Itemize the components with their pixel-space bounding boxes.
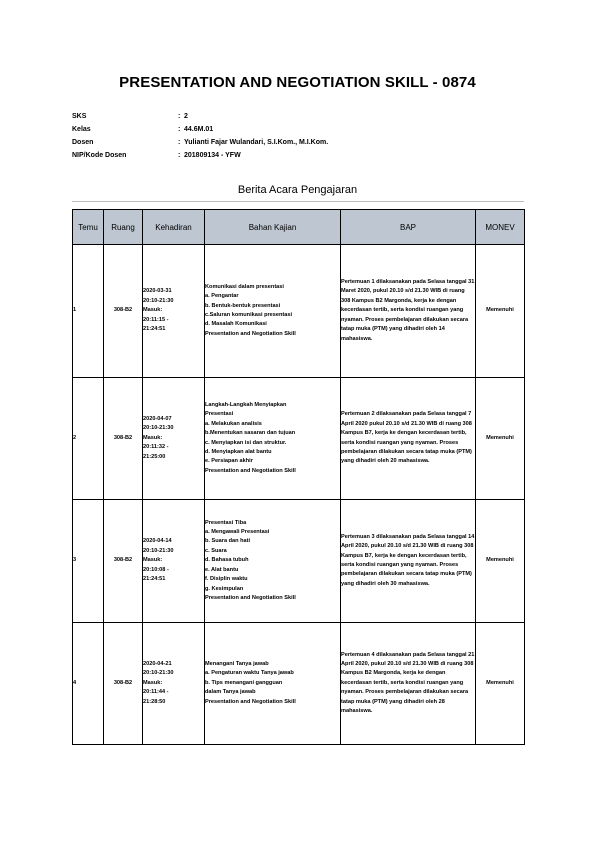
bahan-line: b.Menentukan sasaran dan tujuan xyxy=(205,430,296,437)
info-value: 201809134 - YFW xyxy=(184,152,241,159)
kehadiran-line: 20:11:15 - xyxy=(143,316,169,323)
bahan-line: Komunikasi dalam presentasi xyxy=(205,283,284,290)
kehadiran-line: 21:24:51 xyxy=(143,576,166,583)
kehadiran-line: 20:10:08 - xyxy=(143,566,169,573)
cell-bahan-kajian xyxy=(205,378,341,500)
kehadiran-line: Masuk: xyxy=(143,557,163,564)
course-info xyxy=(72,110,328,162)
cell-bahan-kajian xyxy=(205,500,341,623)
kehadiran-line: 20:10-21:30 xyxy=(143,425,174,432)
cell-kehadiran xyxy=(143,245,205,378)
bap-text: Pertemuan 1 dilaksanakan pada Selasa tanggal 31 Maret 2020, pukul 20.10 s/d 21.30 WIB di ruang 308 Kampus B2 Margonda, kerja ke dengan kecerdasan tertib, serta kondisi ruangan yang nyaman. Proses pembelajaran dilakukan secara tatap muka (PTM) yang dihadiri oleh 14 mahasiswa. xyxy=(341,279,475,342)
bap-text: Pertemuan 3 dilaksanakan pada Selasa tanggal 14 April 2020, pukul 20.10 s/d 21.30 WIB di ruang 308 Kampus B7, kerja ke dengan kecerdasan tertib, serta kondisi ruangan yang nyaman. Proses pembelajaran dilakukan secara tatap muka (PTM) yang dihadiri oleh 30 mahasiswa. xyxy=(341,533,475,587)
bahan-line: dalam Tanya jawab xyxy=(205,689,256,696)
bahan-line: d. Menyiapkan alat bantu xyxy=(205,448,272,455)
info-colon: : xyxy=(178,139,181,146)
bahan-line: Presentasi xyxy=(205,411,234,418)
info-label: SKS xyxy=(72,113,87,120)
divider xyxy=(72,201,524,202)
bahan-line: b. Tips menangani gangguan xyxy=(205,679,283,686)
bap-table xyxy=(72,209,525,745)
info-row-kelas xyxy=(72,123,328,136)
bahan-line: c. Suara xyxy=(205,547,227,554)
bahan-line: Menangani Tanya jawab xyxy=(205,660,269,667)
kehadiran-line: 2020-03-31 xyxy=(143,288,172,295)
bahan-line: d. Masalah Komunikasi xyxy=(205,321,267,328)
bahan-line: Presentation and Negotiation Skill xyxy=(205,467,296,474)
cell-temu: 3 xyxy=(73,500,104,623)
table-row xyxy=(73,500,525,623)
bahan-line: Presentation and Negotiation Skill xyxy=(205,698,296,705)
kehadiran-line: 20:11:32 - xyxy=(143,444,169,451)
cell-monev: Memenuhi xyxy=(476,623,525,745)
kehadiran-line: Masuk: xyxy=(143,434,163,441)
cell-kehadiran xyxy=(143,378,205,500)
cell-temu: 1 xyxy=(73,245,104,378)
bahan-line: g. Kesimpulan xyxy=(205,585,244,592)
cell-ruang: 308-B2 xyxy=(104,500,143,623)
bap-text: Pertemuan 4 dilaksanakan pada Selasa tanggal 21 April 2020, pukul 20.10 s/d 21.30 WIB di ruang 308 Kampus B2 Margonda, kerja ke dengan kecerdasan tertib, serta kondisi ruangan yang nyaman. Proses pembelajaran dilakukan secara tatap muka (PTM) yang dihadiri oleh 28 mahasiswa. xyxy=(341,651,475,715)
kehadiran-line: 21:24:51 xyxy=(143,326,166,333)
info-value: 2 xyxy=(184,113,188,120)
header-ruang: Ruang xyxy=(104,210,143,245)
kehadiran-line: 20:11:44 - xyxy=(143,689,169,696)
cell-monev: Memenuhi xyxy=(476,500,525,623)
section-subtitle: Berita Acara Pengajaran xyxy=(237,184,358,196)
header-bap: BAP xyxy=(341,210,476,245)
info-colon: : xyxy=(178,126,181,133)
header-kehadiran: Kehadiran xyxy=(143,210,205,245)
bahan-line: a. Pengantar xyxy=(205,293,239,300)
cell-monev: Memenuhi xyxy=(476,378,525,500)
info-label: NIP/Kode Dosen xyxy=(72,152,127,159)
info-value: 44.6M.01 xyxy=(184,126,214,133)
cell-monev: Memenuhi xyxy=(476,245,525,378)
cell-temu: 4 xyxy=(73,623,104,745)
info-row-nip xyxy=(72,149,328,162)
table-row xyxy=(73,378,525,500)
info-label: Kelas xyxy=(72,126,91,133)
bahan-line: a. Pengaturan waktu Tanya jawab xyxy=(205,670,294,677)
cell-bap xyxy=(341,245,476,378)
document-title: PRESENTATION AND NEGOTIATION SKILL - 0874 xyxy=(119,74,476,91)
cell-ruang: 308-B2 xyxy=(104,245,143,378)
bahan-line: a. Melakukan analisis xyxy=(205,420,262,427)
bahan-line: d. Bahasa tubuh xyxy=(205,557,249,564)
info-value: Yulianti Fajar Wulandari, S.I.Kom., M.I.Kom. xyxy=(184,139,329,146)
header-monev: MONEV xyxy=(476,210,525,245)
bahan-line: e. Persiapan akhir xyxy=(205,458,253,465)
header-bahan-kajian: Bahan Kajian xyxy=(205,210,341,245)
info-row-dosen xyxy=(72,136,328,149)
info-colon: : xyxy=(178,152,181,159)
cell-bahan-kajian xyxy=(205,245,341,378)
kehadiran-line: 20:10-21:30 xyxy=(143,297,174,304)
cell-kehadiran xyxy=(143,500,205,623)
bahan-line: Langkah-Langkah Menyiapkan xyxy=(205,401,287,408)
header-temu: Temu xyxy=(73,210,104,245)
cell-bahan-kajian xyxy=(205,623,341,745)
bahan-line: c.Saluran komunikasi presentasi xyxy=(205,312,293,318)
kehadiran-line: 20:10-21:30 xyxy=(143,547,174,554)
bahan-line: Presentasi Tiba xyxy=(205,519,247,526)
cell-bap xyxy=(341,500,476,623)
kehadiran-line: 2020-04-07 xyxy=(143,415,172,422)
cell-temu: 2 xyxy=(73,378,104,500)
info-label: Dosen xyxy=(72,139,94,146)
cell-ruang: 308-B2 xyxy=(104,623,143,745)
bahan-line: Presentation and Negotiation Skill xyxy=(205,594,296,601)
bap-text: Pertemuan 2 dilaksanakan pada Selasa tanggal 7 April 2020 pukul 20.10 s/d 21.30 WIB di ruang 308 Kampus B7, kerja ke dengan kecerdasan tertib, serta kondisi ruangan yang nyaman. Proses pembelajaran dilakukan secara tatap muka (PTM) yang dihadiri oleh 20 mahasiswa. xyxy=(341,411,472,465)
bahan-line: c. Menyiapkan isi dan struktur. xyxy=(205,439,287,446)
bahan-line: a. Mengawali Presentasi xyxy=(205,529,270,536)
kehadiran-line: Masuk: xyxy=(143,307,163,314)
kehadiran-line: 2020-04-14 xyxy=(143,538,172,545)
kehadiran-line: 21:28:50 xyxy=(143,698,166,705)
kehadiran-line: Masuk: xyxy=(143,679,163,686)
info-row-sks xyxy=(72,110,328,123)
table-row xyxy=(73,245,525,378)
cell-ruang: 308-B2 xyxy=(104,378,143,500)
bahan-line: Presentation and Negotiation Skill xyxy=(205,330,296,337)
bahan-line: f. Disiplin waktu xyxy=(205,576,248,583)
kehadiran-line: 20:10-21:30 xyxy=(143,670,174,677)
kehadiran-line: 2020-04-21 xyxy=(143,660,172,667)
info-colon: : xyxy=(178,113,181,120)
table-header-row xyxy=(73,210,525,245)
bahan-line: b. Bentuk-bentuk presentasi xyxy=(205,302,281,309)
cell-bap xyxy=(341,623,476,745)
cell-bap xyxy=(341,378,476,500)
bahan-line: b. Suara dan hati xyxy=(205,538,251,545)
kehadiran-line: 21:25:00 xyxy=(143,453,166,460)
cell-kehadiran xyxy=(143,623,205,745)
bahan-line: e. Alat bantu xyxy=(205,566,239,573)
table-row xyxy=(73,623,525,745)
